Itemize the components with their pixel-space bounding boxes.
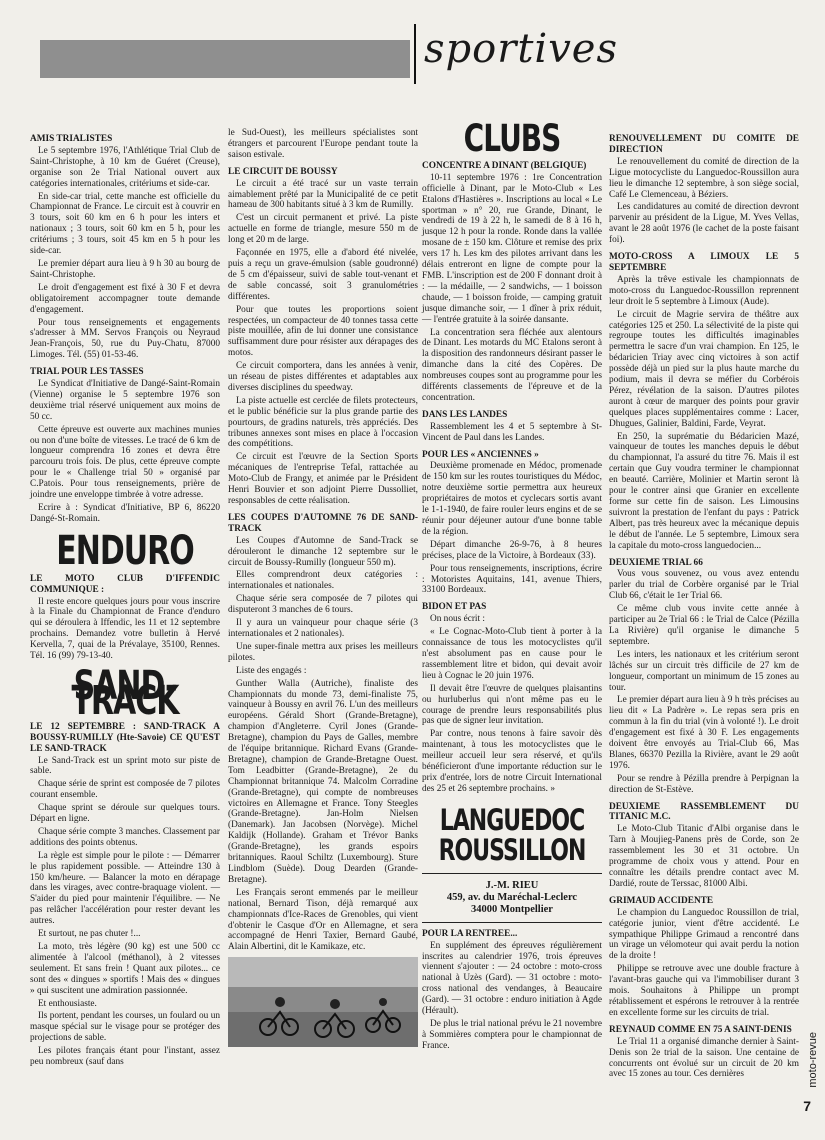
limoux-p1: Après la trêve estivale les championnats de moto-cross du Languedoc-Roussillon reprennent leur droit le 5 septembre à Limoux (Aude). xyxy=(609,274,799,307)
coupes-p3: Chaque série sera composée de 7 pilotes qui disputeront 3 manches de 6 tours. xyxy=(228,594,418,616)
boussy-p6: La piste actuelle est cerclée de filets protecteurs, et le public bénéficie sur la plus grande partie des pourtours, de gradins naturels, très appréciés. Des tribunes annexes sont mises en place à l'occasion des compétitions. xyxy=(228,395,418,450)
anciennes-p2: Départ dimanche 26-9-76, à 8 heures précises, place de la Victoire, à Bordeaux (33). xyxy=(422,539,602,561)
amis-p2: En side-car trial, cette manche est officielle du Championnat de France. Le circuit est à couvrir en 3 tours, soit 60 km en 6 h pour les inters et nationaux ; 3 tours, soit 60 km en 5 h, pour les critériums ; 3 tours, soit 45 km en 5 h pour les side-car. xyxy=(30,191,220,257)
bidon-title: BIDON ET PAS xyxy=(422,602,487,613)
dinant-p2: La concentration sera fléchée aux alentours de Dinant. Les motards du MC Etalons seront à la disposition des randonneurs désirant passer le dimanche dans la cité des Copères. De nombreuses coupes sont au programme pour les différents classements de l'épreuve et de la concentration. xyxy=(422,327,602,403)
coupes-p5: Une super-finale mettra aux prises les meilleurs pilotes. xyxy=(228,641,418,663)
sand-p6: Et surtout, ne pas chuter !... xyxy=(38,929,141,940)
boussy-p2: C'est un circuit permanent et privé. La piste actuelle en forme de triangle, mesure 550 m de long et 20 m de large. xyxy=(228,213,418,246)
coupes-p2: Elles comprendront deux catégories : internationales et nationales. xyxy=(228,570,418,592)
sand-p5: La règle est simple pour le pilote : — Démarrer le plus rapidement possible. — Atteindre 130 à 150 km/heure. — Balancer la moto en dérapage dans les virages, avec contre-braquage violent. — S'aider du pied pour maintenir l'équilibre. — Ne pas relâcher l'accélération pour rester devant les autres. xyxy=(30,850,220,927)
boussy-title: LE CIRCUIT DE BOUSSY xyxy=(228,166,338,177)
address-street: 459, av. du Maréchal-Leclerc xyxy=(446,891,578,903)
enduro-p1: Il reste encore quelques jours pour vous inscrire à la Finale du Championnat de France d'enduro qui se déroulera à Iffendic, les 11 et 12 septembre prochains. Demandez votre bulletin à Hervé Kervella, 7, quai de la Prévalaye, 35100, Rennes. Tél. 16 (99) 79-13-40. xyxy=(30,596,220,662)
sand-p7: La moto, très légère (90 kg) est une 500 cc alimentée à l'alcool (méthanol), à 2 vitesses seulement. Et sans frein ! Quant aux pilotes... ce sont des « dingues » sportifs ! Mais des « dingues » qui suscitent une admiration passionnée. xyxy=(30,942,220,996)
languedoc-heading: LANGUEDOC ROUSSILLON xyxy=(438,804,586,868)
sand-p8: Et enthousiaste. xyxy=(38,998,97,1009)
trial-p2: Cette épreuve est ouverte aux machines munies ou non d'une boîte de vitesses. Le tracé de 6 km de longueur comprendra 16 zones et devra être parcouru trois fois. De plus, cette épreuve compte pour le « Challenge trial 50 » organisé par C.Patois. Pour tous renseignements, prière de joindre une enveloppe timbrée à votre adresse. xyxy=(30,424,220,501)
trial66-p5: Pour se rendre à Pézilla prendre à Perpignan la direction de St-Estève. xyxy=(609,773,799,795)
renouv-title: RENOUVELLEMENT DU COMITE DE DIRECTION xyxy=(609,134,799,155)
sand-p3: Chaque sprint se déroule sur quelques tours. Départ en ligne. xyxy=(30,803,220,825)
address-block xyxy=(422,880,602,916)
trial66-p4: Le premier départ aura lieu à 9 h très précises au lieu dit « La Padrère ». Le repas sera pris en commun à la fin du trial (vin à volonté !). Le droit d'engagement est fixé à 30 F. Les engagements doivent être envoyés au Trial-Club 66, Mas Blanes, 66370 Pezilla la Rivière, avant le 29 août 1976. xyxy=(609,695,799,771)
renouv-p2: Les candidatures au comité de direction devront parvenir au président de la Ligue, M. Yves Vellas, avant le 28 août 1976 (le cachet de la poste faisant foi). xyxy=(609,202,799,246)
titanic-p1: Le Moto-Club Titanic d'Albi organise dans le Tarn à Moujieg-Panens près de Corde, son 2e rassemblement les 30 et 31 octobre. Un programme de choix vous y attend. Pour en connaître les détails prendre contact avec M. Dardié, route de Terssac, 81000 Albi. xyxy=(609,824,799,889)
boussy-p7: Ce circuit est l'œuvre de la Section Sports mécaniques de l'entreprise Tefal, rattachée au Moto-Club de Frangy, et animée par le Président Henri Bouvier et son adjoint Pierre Dussolliet, responsables de cette réalisation. xyxy=(228,452,418,506)
rentree-p2: De plus le trial national prévu le 21 novembre à Sommières comptera pour le championnat de France. xyxy=(422,1019,602,1051)
dinant-title: CONCENTRE A DINANT (BELGIQUE) xyxy=(422,160,587,171)
sand-p1: Le Sand-Track est un sprint moto sur piste de sable. xyxy=(30,755,220,777)
sand-p2: Chaque série de sprint est composée de 7 pilotes courant ensemble. xyxy=(30,779,220,801)
trial-p1: Le Syndicat d'Initiative de Dangé-Saint-Romain (Vienne) organise le 5 septembre 1976 son deuxième trial réservé uniquement aux moins de 50 cc. xyxy=(30,379,220,422)
sandtrack-photo xyxy=(228,957,418,1047)
trial66-p1: Vous vous souvenez, ou vous avez entendu parler du trial de Corbère organisé par le Trial Club 66, c'était le 1er Trial 66. xyxy=(609,569,799,602)
coupes-p6: Liste des engagés : xyxy=(236,665,307,676)
landes-title: DANS LES LANDES xyxy=(422,409,508,420)
amis-p5: Pour tous renseignements et engagements s'adresser à MM. Servos François ou Neyraud Jean-François, 50, rue du Puy-Chatu, 87000 Limoges. Tél. (55) 01-53-46. xyxy=(30,317,220,361)
page-number: 7 xyxy=(803,1098,811,1114)
bidon-p2: « Le Cognac-Moto-Club tient à porter à la connaissance de tous les motocyclistes qu'il n'est absolument pas en cause pour le rassemblement litre et bidon, qui devait avoir lieu à Cognac le 20 juin 1976. xyxy=(422,627,602,681)
trial-title: TRIAL POUR LES TASSES xyxy=(30,367,144,378)
amis-title: AMIS TRIALISTES xyxy=(30,134,113,144)
boussy-p1: Le circuit a été tracé sur un vaste terrain aimablement prêté par la Municipalité de ce petit hameau de 300 habitants situé à 3 km de Rumilly. xyxy=(228,178,418,211)
rentree-p1: En supplément des épreuves régulièrement inscrites au calendrier 1976, trois épreuves viennent s'ajouter : — 24 octobre : moto-cross national à Uzès (Gard). — 31 octobre : moto-cross national des vendanges, à Beaucaire (Gard). — 31 octobre : enduro initiation à Agde (Hérault). xyxy=(422,940,602,1017)
header-divider xyxy=(414,24,416,84)
sand-p9: Ils portent, pendant les courses, un foulard ou un masque spécial sur le visage pour se protéger des projections de sable. xyxy=(30,1011,220,1044)
sandtrack-heading: SAND-TRACK xyxy=(71,662,179,725)
boussy-p5: Ce circuit comportera, dans les années à venir, un réseau de pistes différentes et adaptables aux diverses disciplines du speedway. xyxy=(228,361,418,393)
divider xyxy=(422,873,602,874)
rentree-title: POUR LA RENTREE... xyxy=(422,928,518,939)
limoux-p2: Le circuit de Magrie servira de théâtre aux catégories 125 et 250. La sélectivité de la piste qui regroupe toutes les difficultés imaginables permettra le sacre d'un vrai champion. En 125, le bédaricien Triay avec cinq victoires à son actif possède déjà un pied sur la plus haute marche du podium, mais il devra se méfier du Corbérois Pérez, révélation de la saison. D'autres pilotes auront à cœur de marquer des points pour gravir quelques places supplémentaires comme : Lacer, Dhugues, Galinier, Baldini, Farde, Veyrat. xyxy=(609,309,799,429)
boussy-p3: Façonnée en 1975, elle a d'abord été nivelée, puis a reçu un grave-émulsion (sable goudronné) de 5 cm d'épaisseur, suivi de sable tout-venant et de sable concassé, soit 3 granulométries différentes. xyxy=(228,248,418,302)
column-1 xyxy=(30,128,220,1070)
amis-p3: Le premier départ aura lieu à 9 h 30 au bourg de Saint-Christophe. xyxy=(30,258,220,280)
address-name: J.-M. RIEU xyxy=(485,879,539,891)
column-2 xyxy=(228,128,418,1051)
magazine-name: moto-revue xyxy=(807,1032,819,1088)
anciennes-title: POUR LES « ANCIENNES » xyxy=(422,449,539,460)
boussy-p4: Pour que toutes les proportions soient respectées, un compacteur de 40 tonnes tassa cette piste mouillée, afin de lui donner une consistance suffisamment dure pour résister aux dérapages des motos. xyxy=(228,304,418,359)
landes-p1: Rassemblement les 4 et 5 septembre à St-Vincent de Paul dans les Landes. xyxy=(422,421,602,443)
sand-title: LE 12 SEPTEMBRE : SAND-TRACK A BOUSSY-RUMILLY (Hte-Savoie) CE QU'EST LE SAND-TRACK xyxy=(30,721,220,754)
coupes-p4: Il y aura un vainqueur pour chaque série (3 internationales et 2 nationales). xyxy=(228,618,418,639)
bidon-p1: On nous écrit : xyxy=(430,614,485,625)
trial66-p2: Ce même club vous invite cette année à participer au 2e Trial 66 : le Trial de Calce (Pézilla La Rivière) qu'il organise le dimanche 5 septembre. xyxy=(609,604,799,647)
renouv-p1: Le renouvellement du comité de direction de la Ligue motocycliste du Languedoc-Roussillon aura lieu le dimanche 12 septembre, à son siège social, Café Le Clemenceau, à Béziers. xyxy=(609,156,799,200)
section-title: sportives xyxy=(424,26,618,72)
grimaud-title: GRIMAUD ACCIDENTE xyxy=(609,895,714,906)
coupes-list: Gunther Walla (Autriche), finaliste des Championnats du monde 73, demi-finaliste 75, vainqueur à Boussy en avril 76. L'un des meilleurs européens. Gérald Short (Grande-Bretagne), champion d'Angleterre. Cyril Jones (Grande-Bretagne), champion du Pays de Galles, membre de l'équipe britannique. Richard Evans (Grande-Bretagne), champion de Grande-Bretagne Ouest. Tom Leadbitter (Grande-Bretagne), 2e du Championnat britannique 74. Malcolm Corradine (Grande-Bretagne), qui compte de nombreuses victoires en Allemagne et France. Tony Steegles (Grande-Bretagne). Jan-Holm Nielsen (Danemark). Jan Jacobsen (Norvège). Michel Kaldijk (Hollande). Graham et Trévor Banks (Grande-Bretagne), les grands espoirs britanniques. Raoul Schiltz (Luxembourg). Sture Lindblom (Suède). Doug Dearden (Grande-Bretagne). xyxy=(228,678,418,885)
coupes-title: LES COUPES D'AUTOMNE 76 DE SAND-TRACK xyxy=(228,512,418,534)
bidon-p3: Il devait être l'œuvre de quelques plaisantins ou hurluberlus qui n'ont même pas eu le courage de prendre leurs responsabilités plus pas que de signer leur invitation. xyxy=(422,683,602,727)
clubs-heading: CLUBS xyxy=(463,115,561,161)
reynaud-title: REYNAUD COMME EN 75 A SAINT-DENIS xyxy=(609,1024,792,1035)
riders-illustration xyxy=(228,957,418,1047)
column-3 xyxy=(422,115,602,1054)
trial66-p3: Les inters, les nationaux et les critérium seront lâchés sur un circuit très difficile de 27 km de longueur, comportant un minimum de 15 zones au tour. xyxy=(609,649,799,693)
anciennes-p3: Pour tous renseignements, inscriptions, écrire : Motoristes Aquitains, 141, avenue Thiers, 33100 Bordeaux. xyxy=(422,563,602,596)
trial66-title: DEUXIEME TRIAL 66 xyxy=(609,557,703,568)
grimaud-p1: Le champion du Languedoc Roussillon de trial, catégorie junior, vient d'être accidenté. Le sympathique Philippe Grimaud a rencontré dans un virage un vélomoteur qui avait perdu la notion de la droite ! xyxy=(609,907,799,962)
limoux-p3: En 250, la suprématie du Bédaricien Mazé, vainqueur de toutes les manches depuis le début du championnat, l'a assuré du titre 76. Mais il est certain que Guy voudra terminer le championnat en beauté. Carrière, Molinier et Martin seront là pour le contrer ainsi que Granier en excellente forme sur cette fin de saison. Les Limousins suivront la prestation de l'enfant du pays : Patrick Albert, pas très heureux avec la mécanique depuis le début de l'année. Le 5 septembre, Limoux sera la capitale du moto-cross languedocien... xyxy=(609,431,799,551)
sand-p10: Les pilotes français étant pour l'instant, assez peu nombreux (sauf dans xyxy=(30,1046,220,1068)
enduro-title: LE MOTO CLUB D'IFFENDIC COMMUNIQUE : xyxy=(30,573,220,595)
limoux-title: MOTO-CROSS A LIMOUX LE 5 SEPTEMBRE xyxy=(609,252,799,273)
amis-p1: Le 5 septembre 1976, l'Athlétique Trial Club de Saint-Christophe, à 10 km de Guéret (Creuse), organise son 2e Trial National ouvert aux catégories internationales, critériums et side-car. xyxy=(30,145,220,189)
divider xyxy=(422,922,602,923)
dinant-p1: 10-11 septembre 1976 : 1re Concentration officielle à Dinant, par le Moto-Club « Les Etalons d'Hastières ». Inscriptions au local « Le sportman » n° 20, rue Grande, Dinant, le vendredi de 19 à 22 h, le samedi de 8 à 16 h, jusque 12 h pour la ronde. Ronde dans la vallée mosane de ± 150 km. Clôture et remise des prix vers 17 h. Les km des pilotes arrivant dans les délais entreront en ligne de compte pour la FMB. L'inscription est de 200 F donnant droit à : — la médaille, — 2 sandwichs, — 1 boisson chaude, — 1 boisson froide, — camping gratuit jusque dimanche soir, — 1 dîner à prix réduit, — l'entrée gratuite à la soirée dansante. xyxy=(422,172,602,325)
anciennes-p1: Deuxième promenade en Médoc, promenade de 150 km sur les routes touristiques du Médoc, notre deuxième sortie permettra aux heureux propriétaires de motos et cyclecars sortis avant le 1-1-1940, de faire rouler leurs engins et de se réunir pour déjeuner autour d'une bonne table de la région. xyxy=(422,461,602,537)
amis-p4: Le droit d'engagement est fixé à 30 F et devra obligatoirement accompagner toute demande d'engagement. xyxy=(30,282,220,315)
coupes-p7: Les Français seront emmenés par le meilleur national, Bernard Tison, déjà remarqué aux championnats d'Ice-Races de Grenobles, qui vient d'obtenir le Casque d'Or en Allemagne, et sera accompagné de Henri Taxier, Bernard Gaubé, Alain Albertini, dit le Kamikaze, etc. xyxy=(228,887,418,953)
titanic-title: DEUXIEME RASSEMBLEMENT DU TITANIC M.C. xyxy=(609,801,799,823)
header-banner xyxy=(40,40,410,78)
reynaud-p1: Le Trial 11 a organisé dimanche dernier à Saint-Denis son 2e trial de la saison. Une centaine de concurrents ont évolué sur un circuit de 20 km avec 15 zones au tour. Ces dernières xyxy=(609,1036,799,1080)
bidon-p4: Par contre, nous tenons à faire savoir dès maintenant, à tous les motocyclistes que le meilleur accueil leur sera réservé, et qu'ils bénéficieront d'une importante réduction sur le prix d'entrée, lors de notre Circuit International des 25 et 26 septembre prochains. » xyxy=(422,729,602,794)
enduro-heading: ENDURO xyxy=(56,527,194,575)
col2-continuation: le Sud-Ouest), les meilleurs spécialistes sont étrangers et parcourent l'Europe pendant toute la saison estivale. xyxy=(228,128,418,160)
sand-p4: Chaque série compte 3 manches. Classement par additions des points obtenus. xyxy=(30,826,220,848)
coupes-p1: Les Coupes d'Automne de Sand-Track se dérouleront le dimanche 12 septembre sur le circuit de Boussy-Rumilly (longueur 550 m). xyxy=(228,535,418,568)
column-4 xyxy=(609,128,799,1082)
trial-p3: Ecrire à : Syndicat d'Initiative, BP 6, 86220 Dangé-St-Romain. xyxy=(30,503,220,524)
address-city: 34000 Montpellier xyxy=(471,903,553,915)
grimaud-p2: Philippe se retrouve avec une double fracture à l'avant-bras gauche qui va l'immobiliser durant 3 mois. Souhaitons à Philippe un prompt rétablissement et espérons le retrouver à la rentrée en excellente forme sur les circuits de trial. xyxy=(609,964,799,1018)
